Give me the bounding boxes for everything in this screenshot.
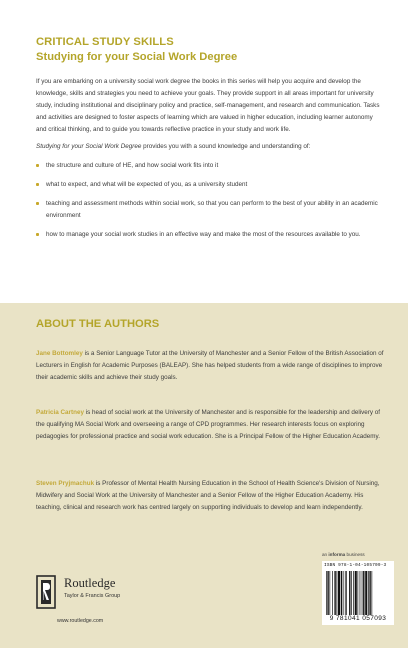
barcode-bars — [326, 571, 390, 615]
publisher-group: Taylor & Francis Group — [64, 593, 121, 599]
bullet-icon — [36, 233, 39, 236]
author-bio-3 — [36, 478, 384, 514]
author-name: Steven Pryjmachuk — [36, 480, 95, 487]
barcode-bar — [369, 571, 370, 615]
informa-name: informa — [328, 552, 346, 557]
about-heading: ABOUT THE AUTHORS — [36, 318, 160, 330]
barcode-bar — [363, 571, 364, 615]
barcode-bar — [327, 571, 328, 615]
intro-paragraph: If you are embarking on a university social work degree the books in this series will help you acquire and develop the knowledge, skills and strategies you need to achieve your goals. They provide support in all areas important for university study, including institutional and disciplinary policy and practice, self-management, and research and communication. Tasks and activities are designed to foster aspects of learning which are valued in higher education, including learner autonomy and critical thinking, and to guide you towards reflective practice in your study and work life. — [36, 78, 380, 133]
series-title: CRITICAL STUDY SKILLS — [36, 36, 174, 48]
informa-suffix: business — [345, 552, 365, 557]
barcode-bar — [337, 571, 338, 615]
bullet-icon — [36, 164, 39, 167]
isbn: ISBN 978-1-04-105709-3 — [324, 563, 387, 568]
lead-rest: provides you with a sound knowledge and understanding of: — [141, 143, 311, 150]
bullet-text: teaching and assessment methods within social work, so that you can perform to the best of your ability in an academic environment — [46, 200, 378, 219]
book-title: Studying for your Social Work Degree — [36, 51, 238, 63]
author-bio-text: is Professor of Mental Health Nursing Education in the School of Health Science's Division of Nursing, Midwifery and Social Work at the University of Manchester and a Senior Fellow of the Higher Education Academy. His teaching, clinical and research work has centred largely on supporting individuals to develop and learn independently. — [36, 480, 380, 511]
author-bio-1 — [36, 348, 384, 384]
barcode-bar — [360, 571, 361, 615]
barcode-bar — [330, 571, 331, 615]
barcode-bar — [372, 571, 373, 615]
list-item — [36, 179, 382, 191]
ean-number: 9 781041 057093 — [329, 615, 387, 622]
barcode-bar — [341, 571, 342, 615]
publisher-name: Routledge — [64, 576, 116, 590]
barcode-bar — [346, 571, 347, 615]
lead-sentence — [36, 141, 382, 153]
author-bio-2 — [36, 407, 384, 443]
publisher-url: www.routledge.com — [57, 618, 104, 624]
barcode-bar — [353, 571, 354, 615]
bullet-icon — [36, 183, 39, 186]
list-item — [36, 229, 382, 241]
barcode-bar — [332, 571, 333, 615]
barcode-bar — [345, 571, 346, 615]
bullet-text: the structure and culture of HE, and how social work fits into it — [46, 162, 219, 169]
list-item — [36, 198, 382, 222]
barcode-bar — [351, 571, 352, 615]
bullet-text: how to manage your social work studies in an effective way and make the most of the resources available to you. — [46, 231, 361, 238]
author-name: Patricia Cartney — [36, 409, 84, 416]
barcode-bar — [365, 571, 367, 615]
author-name: Jane Bottomley — [36, 350, 83, 357]
bullet-text: what to expect, and what will be expected of you, as a university student — [46, 181, 248, 188]
informa-line — [322, 552, 365, 557]
barcode — [322, 561, 394, 625]
lead-book-title: Studying for your Social Work Degree — [36, 143, 142, 150]
barcode-bar — [355, 571, 357, 615]
barcode-bar — [368, 571, 369, 615]
barcode-bar — [326, 571, 327, 615]
informa-prefix: an — [322, 552, 329, 557]
barcode-bar — [334, 571, 335, 615]
routledge-logo-icon — [36, 575, 56, 609]
bullet-icon — [36, 202, 39, 205]
bullet-list — [36, 160, 382, 248]
barcode-bar — [362, 571, 363, 615]
barcode-bar — [358, 571, 359, 615]
author-bio-text: is a Senior Language Tutor at the University of Manchester and a Senior Fellow of the British Association of Lecturers in English for Academic Purposes (BALEAP). She has helped students from a wide range of disciplines to improve their academic skills and achieve their study goals. — [36, 350, 384, 381]
barcode-bar — [338, 571, 340, 615]
barcode-bar — [349, 571, 350, 615]
author-bio-text: is head of social work at the University of Manchester and is responsible for the leadership and delivery of the qualifying MA Social Work and overseeing a range of CPD programmes. Her research interests focus on exploring pedagogies for professional practice and social work education. She is a Principal Fellow of the Higher Education Academy. — [36, 409, 381, 440]
barcode-bar — [343, 571, 344, 615]
list-item — [36, 160, 382, 172]
